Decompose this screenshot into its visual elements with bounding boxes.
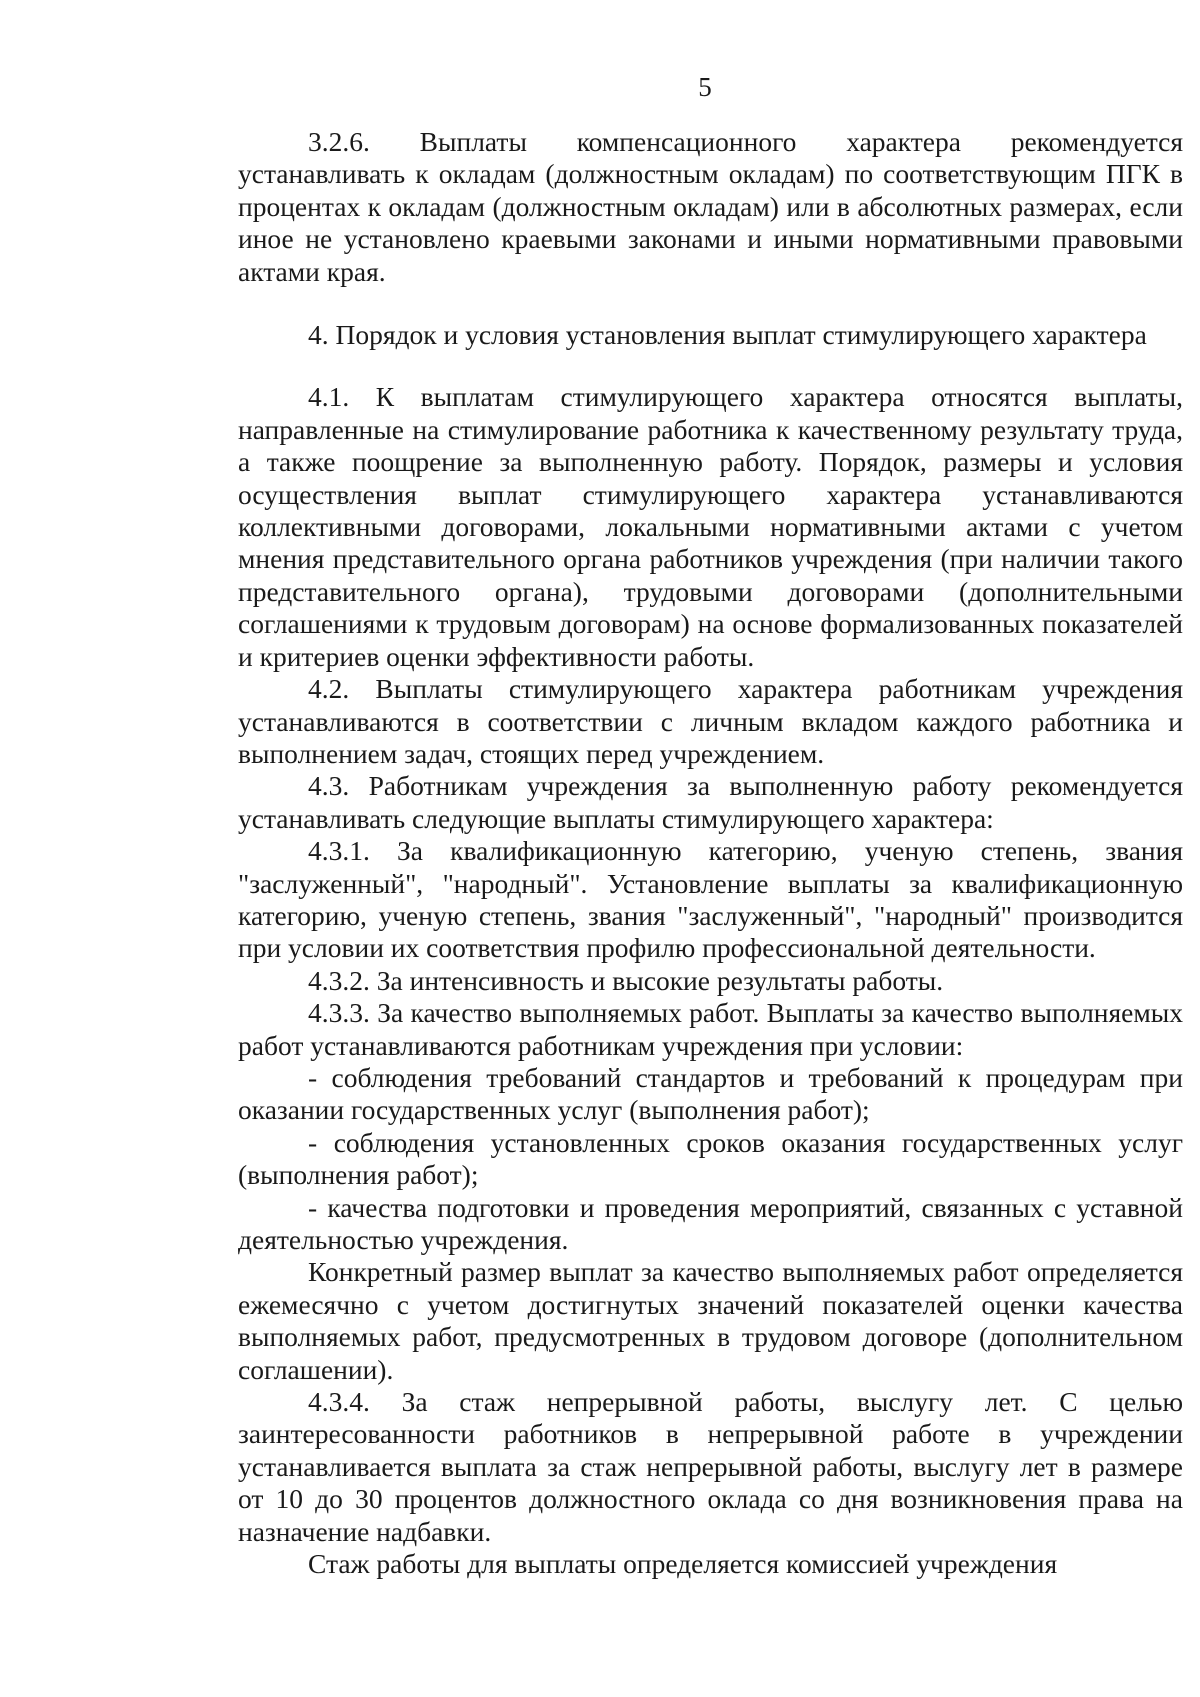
document-body — [238, 126, 1183, 1580]
list-item-standards: - соблюдения требований стандартов и требований к процедурам при оказании государственных услуг (выполнения работ); — [238, 1061, 1183, 1126]
paragraph-4-3: 4.3. Работникам учреждения за выполненную работу рекомендуется устанавливать следующие выплаты стимулирующего характера: — [238, 770, 1183, 834]
list-item-deadlines: - соблюдения установленных сроков оказания государственных услуг (выполнения работ); — [238, 1126, 1183, 1191]
list-item-events-quality: - качества подготовки и проведения мероприятий, связанных с уставной деятельностью учреждения. — [238, 1191, 1183, 1255]
paragraph-work-experience: Стаж работы для выплаты определяется комиссией учреждения — [308, 1548, 1058, 1580]
paragraph-4-3-1: 4.3.1. За квалификационную категорию, ученую степень, звания "заслуженный", "народный". Установление выплаты за квалификационную категорию, ученую степень, звания "заслуженный", "народный" производится при условии их соответствия профилю профессиональной деятельности. — [238, 835, 1183, 964]
paragraph-3-2-6: 3.2.6. Выплаты компенсационного характера рекомендуется устанавливать к окладам (должностным окладам) по соответствующим ПГК в процентах к окладам (должностным окладам) или в абсолютных размерах, если иное не установлено краевыми законами и иными нормативными правовыми актами края. — [238, 126, 1183, 287]
paragraph-4-1: 4.1. К выплатам стимулирующего характера относятся выплаты, направленные на стимулирование работника к качественному результату труда, а также поощрение за выполненную работу. Порядок, размеры и условия осуществления выплат стимулирующего характера устанавливаются коллективными договорами, локальными нормативными актами с учетом мнения представительного органа работников учреждения (при наличии такого представительного органа), трудовыми договорами (дополнительными соглашениями к трудовым договорам) на основе формализованных показателей и критериев оценки эффективности работы. — [238, 381, 1183, 672]
paragraph-specific-amount: Конкретный размер выплат за качество выполняемых работ определяется ежемесячно с учетом достигнутых значений показателей оценки качества выполняемых работ, предусмотренных в трудовом договоре (дополнительном соглашении). — [238, 1256, 1183, 1385]
paragraph-4-3-3: 4.3.3. За качество выполняемых работ. Выплаты за качество выполняемых работ устанавливаются работникам учреждения при условии: — [238, 997, 1183, 1061]
paragraph-4-3-2: 4.3.2. За интенсивность и высокие результаты работы. — [308, 964, 944, 996]
page-number: 5 — [698, 72, 712, 102]
section-heading: 4. Порядок и условия установления выплат стимулирующего характера — [308, 319, 1147, 351]
paragraph-4-2: 4.2. Выплаты стимулирующего характера работникам учреждения устанавливаются в соответствии с личным вкладом каждого работника и выполнением задач, стоящих перед учреждением. — [238, 673, 1183, 769]
paragraph-4-3-4: 4.3.4. За стаж непрерывной работы, выслугу лет. С целью заинтересованности работников в непрерывной работе в учреждении устанавливается выплата за стаж непрерывной работы, выслугу лет в размере от 10 до 30 процентов должностного оклада со дня возникновения права на назначение надбавки. — [238, 1386, 1183, 1547]
